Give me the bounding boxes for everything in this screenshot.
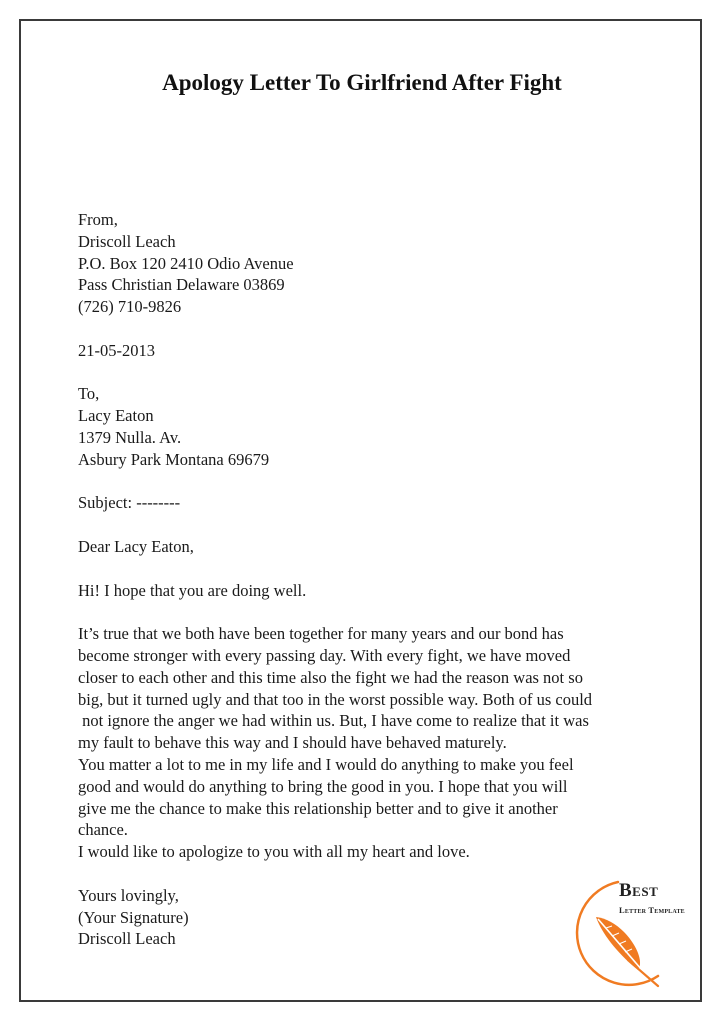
salutation: Dear Lacy Eaton, [78, 536, 194, 556]
recipient-address-line-1: 1379 Nulla. Av. [78, 427, 182, 447]
recipient-address-line-2: Asbury Park Montana 69679 [78, 449, 270, 469]
paragraph-line: give me the chance to make this relationship better and to give it another [78, 798, 558, 818]
letter-date: 21-05-2013 [78, 340, 155, 360]
paragraph-line: It’s true that we both have been together for many years and our bond has [78, 624, 564, 644]
paragraph-line: good and would do anything to bring the good in you. I hope that you will [78, 776, 568, 796]
recipient-block [78, 383, 668, 470]
sender-address-line-2: Pass Christian Delaware 03869 [78, 275, 285, 295]
sender-name: Driscoll Leach [78, 231, 176, 251]
paragraph-line: big, but it turned ugly and that too in the worst possible way. Both of us could [78, 689, 593, 709]
quill-feather-icon [596, 917, 658, 986]
recipient-label: To, [78, 384, 100, 404]
sender-address-line-1: P.O. Box 120 2410 Odio Avenue [78, 253, 294, 273]
subject-line: Subject: -------- [78, 493, 181, 513]
valediction: Yours lovingly, [78, 885, 179, 905]
paragraph-line: chance. [78, 820, 128, 840]
paragraph-line: not ignore the anger we had within us. But, I have come to realize that it was [78, 711, 589, 731]
paragraph-line: closer to each other and this time also the fight we had the reason was not so [78, 667, 583, 687]
logo-tagline: Letter Template [619, 905, 685, 915]
paragraph-2 [78, 754, 668, 841]
paragraph-1 [78, 623, 668, 754]
logo-wordmark: Best [619, 880, 659, 901]
paragraph-line: You matter a lot to me in my life and I would do anything to make you feel [78, 754, 574, 774]
signature-placeholder: (Your Signature) [78, 907, 189, 927]
sender-phone: (726) 710-9826 [78, 297, 182, 317]
paragraph-line: become stronger with every passing day. With every fight, we have moved [78, 645, 571, 665]
sender-label: From, [78, 210, 118, 229]
letter-body [78, 209, 668, 950]
signer-name: Driscoll Leach [78, 929, 176, 949]
sender-block [78, 209, 668, 318]
greeting: Hi! I hope that you are doing well. [78, 580, 307, 600]
paragraph-3: I would like to apologize to you with all my heart and love. [78, 842, 470, 862]
recipient-name: Lacy Eaton [78, 406, 154, 426]
paragraph-line: my fault to behave this way and I should have behaved maturely. [78, 733, 507, 753]
document-title: Apology Letter To Girlfriend After Fight [162, 70, 562, 95]
